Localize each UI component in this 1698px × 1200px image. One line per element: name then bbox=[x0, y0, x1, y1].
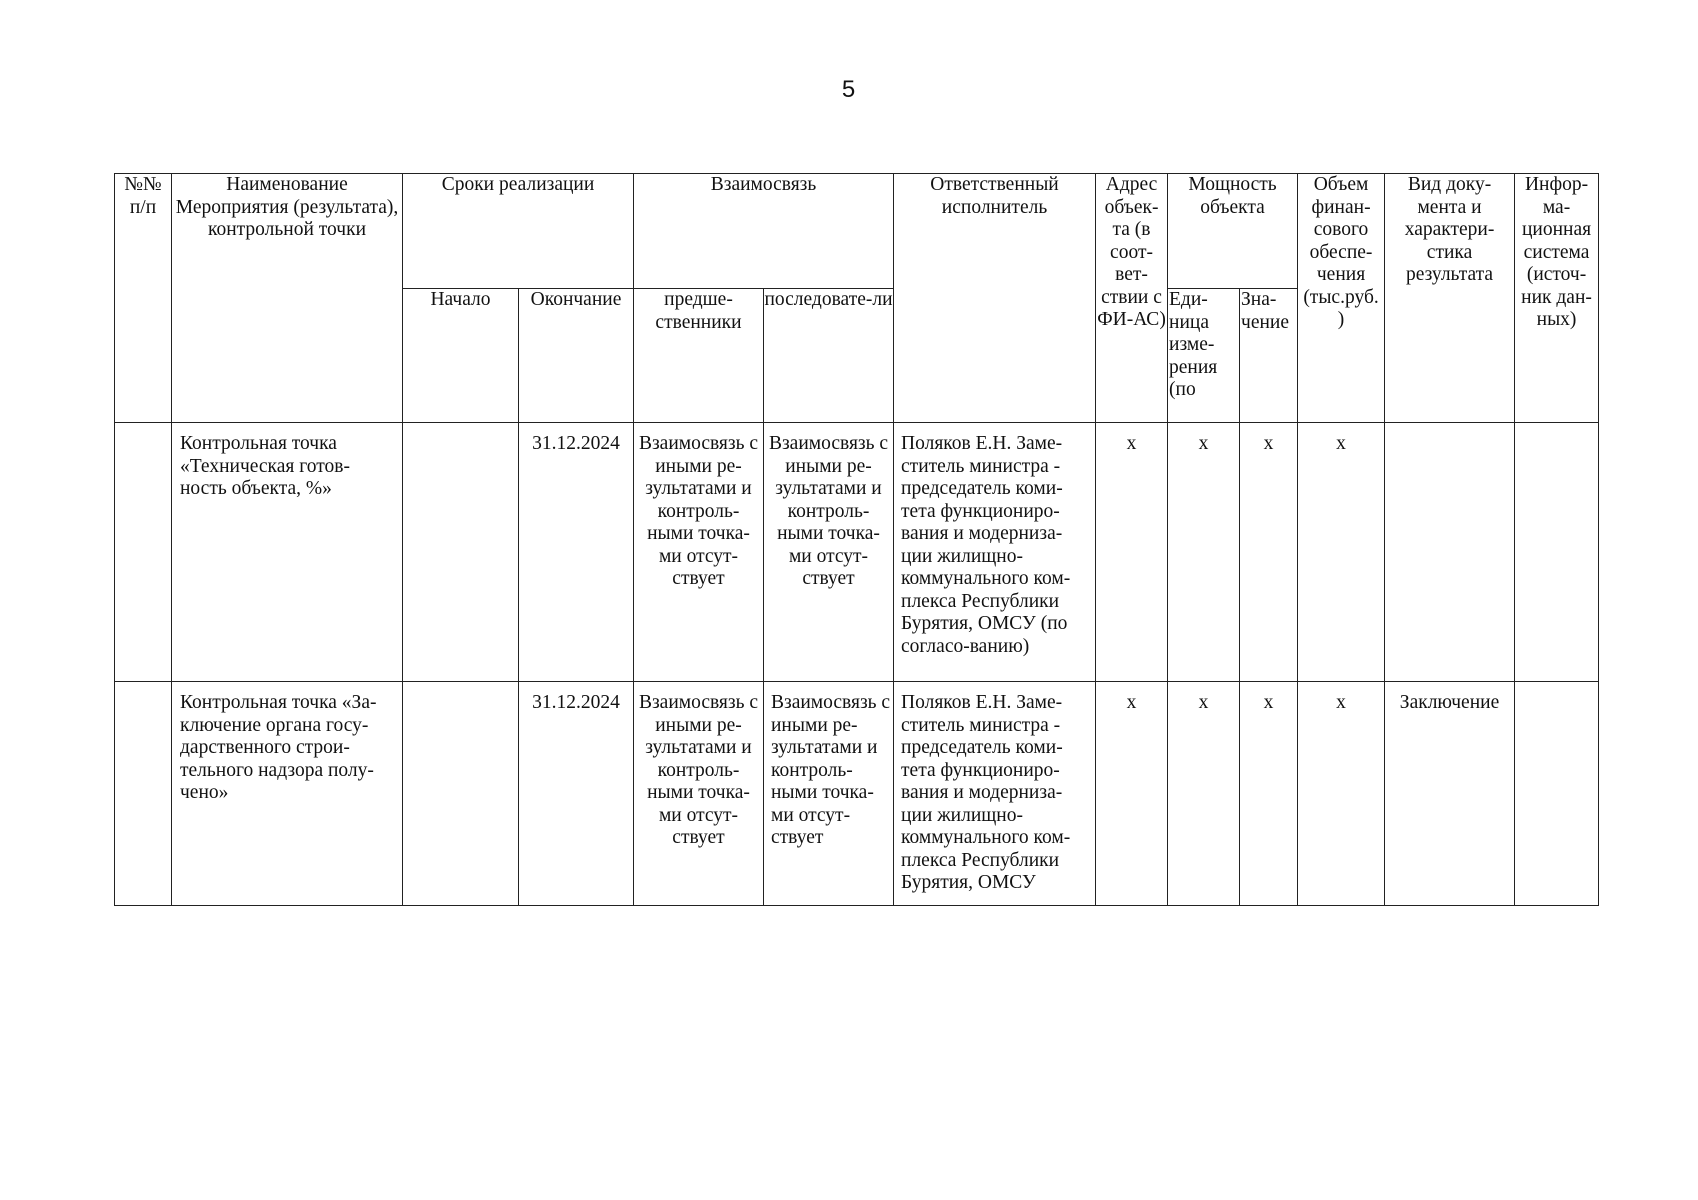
header-value: Зна-чение bbox=[1240, 289, 1298, 423]
row-unit: x bbox=[1168, 423, 1240, 682]
header-name: Наименование Мероприятия (результата), контрольной точки bbox=[172, 174, 403, 423]
row-responsible: Поляков Е.Н. Заме-ститель министра - председатель коми-тета функциониро-вания и модерниза-ции жилищно-коммунального ком-плекса Республики Бурятия, ОМСУ bbox=[894, 682, 1096, 906]
row-funding: x bbox=[1298, 423, 1385, 682]
plan-table bbox=[114, 173, 1599, 906]
row-start bbox=[403, 682, 519, 906]
row-predecessors: Взаимосвязь с иными ре-зультатами и контроль-ными точка-ми отсут-ствует bbox=[634, 682, 764, 906]
row-responsible: Поляков Е.Н. Заме-ститель министра - председатель коми-тета функциониро-вания и модерниза-ции жилищно-коммунального ком-плекса Республики Бурятия, ОМСУ (по согласо-ванию) bbox=[894, 423, 1096, 682]
row-doc-type bbox=[1385, 423, 1515, 682]
header-predecessors: предше-ственники bbox=[634, 289, 764, 423]
header-capacity: Мощность объекта bbox=[1168, 174, 1298, 289]
row-end: 31.12.2024 bbox=[519, 682, 634, 906]
row-successors: Взаимосвязь с иными ре-зультатами и контроль-ными точка-ми отсут-ствует bbox=[764, 682, 894, 906]
row-num bbox=[115, 423, 172, 682]
header-doc-type: Вид доку-мента и характери-стика результата bbox=[1385, 174, 1515, 423]
header-unit: Еди-ница изме-рения (по bbox=[1168, 289, 1240, 423]
row-doc-type: Заключение bbox=[1385, 682, 1515, 906]
row-value: x bbox=[1240, 682, 1298, 906]
header-relation: Взаимосвязь bbox=[634, 174, 894, 289]
row-unit: x bbox=[1168, 682, 1240, 906]
row-end: 31.12.2024 bbox=[519, 423, 634, 682]
header-terms: Сроки реализации bbox=[403, 174, 634, 289]
header-responsible: Ответственный исполнитель bbox=[894, 174, 1096, 423]
row-address: x bbox=[1096, 682, 1168, 906]
row-info-system bbox=[1515, 423, 1599, 682]
row-info-system bbox=[1515, 682, 1599, 906]
row-successors: Взаимосвязь с иными ре-зультатами и контроль-ными точка-ми отсут-ствует bbox=[764, 423, 894, 682]
row-start bbox=[403, 423, 519, 682]
row-name: Контрольная точка «Техническая готов-ность объекта, %» bbox=[172, 423, 403, 682]
header-start: Начало bbox=[403, 289, 519, 423]
header-row-top bbox=[115, 174, 1599, 289]
row-address: x bbox=[1096, 423, 1168, 682]
header-end: Окончание bbox=[519, 289, 634, 423]
row-num bbox=[115, 682, 172, 906]
table-row bbox=[115, 423, 1599, 682]
header-successors: последовате-ли bbox=[764, 289, 894, 423]
row-value: x bbox=[1240, 423, 1298, 682]
header-num: №№ п/п bbox=[115, 174, 172, 423]
row-predecessors: Взаимосвязь с иными ре-зультатами и контроль-ными точка-ми отсут-ствует bbox=[634, 423, 764, 682]
row-name: Контрольная точка «За-ключение органа госу-дарственного строи-тельного надзора полу-чено» bbox=[172, 682, 403, 906]
row-funding: x bbox=[1298, 682, 1385, 906]
table-row bbox=[115, 682, 1599, 906]
header-info-system: Инфор-ма-ционная система (источ-ник дан-ных) bbox=[1515, 174, 1599, 423]
page-number: 5 bbox=[841, 76, 857, 103]
header-address: Адрес объек-та (в соот-вет-ствии с ФИ-АС) bbox=[1096, 174, 1168, 423]
header-funding: Объем финан-сового обеспе-чения (тыс.руб. ) bbox=[1298, 174, 1385, 423]
